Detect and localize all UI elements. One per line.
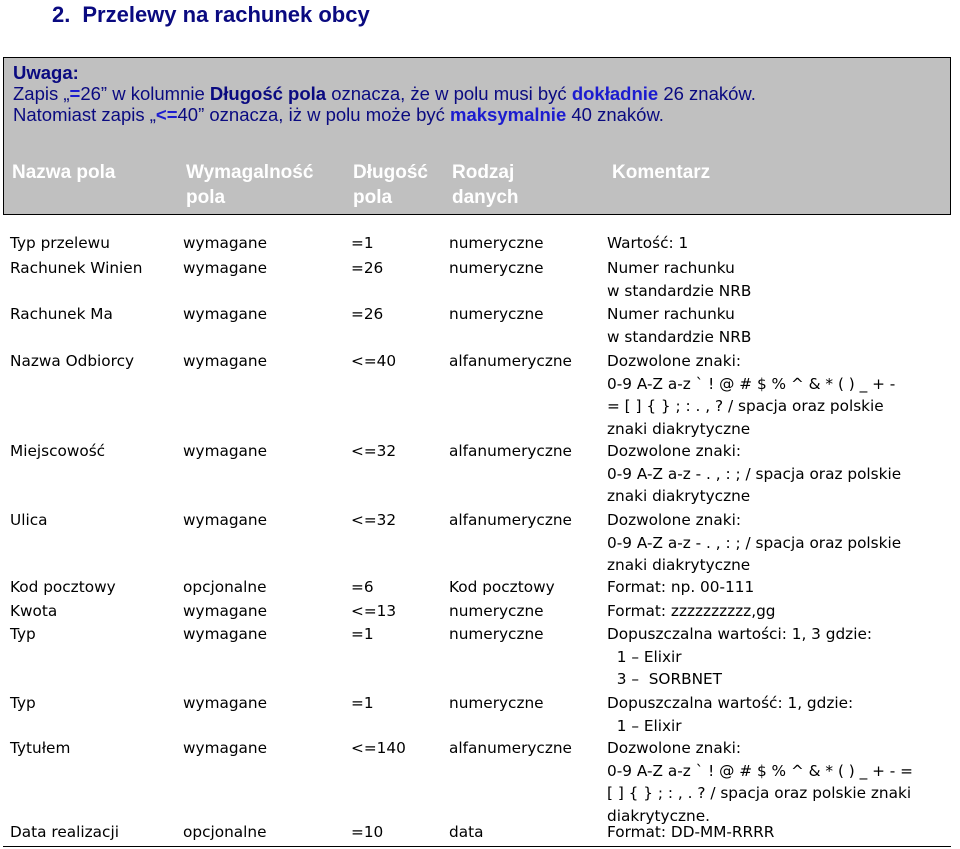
field-length: =1: [351, 694, 374, 712]
field-type: data: [449, 823, 484, 841]
field-required: wymagane: [183, 305, 268, 323]
comment-line: 0-9 A-Z a-z - . , : ; / spacja oraz polskie: [607, 464, 902, 483]
field-comment: [607, 623, 872, 691]
note-text: 40” oznacza, iż w polu może być: [177, 104, 451, 125]
header-required-line: pola: [186, 187, 226, 208]
field-type: numeryczne: [449, 259, 544, 277]
comment-line: Numer rachunku: [607, 305, 735, 323]
header-length-line: Długość: [353, 162, 428, 183]
note-text: 26 znaków.: [658, 83, 756, 104]
field-length: =26: [351, 305, 384, 323]
note-text: Natomiast zapis „: [13, 104, 156, 125]
header-length: [353, 160, 428, 210]
field-name: Data realizacji: [10, 823, 119, 841]
field-length: =1: [351, 625, 374, 643]
header-type-line: danych: [452, 187, 519, 208]
header-type-line: Rodzaj: [452, 162, 515, 183]
field-length: <=140: [351, 739, 406, 757]
note-text: Zapis „: [13, 83, 70, 104]
section-number: 2.: [52, 2, 71, 27]
field-type: numeryczne: [449, 234, 544, 252]
note-highlight: dokładnie: [571, 83, 659, 104]
field-comment: [607, 821, 774, 844]
header-required-line: Wymagalność: [186, 162, 314, 183]
comment-line: w standardzie NRB: [607, 281, 752, 300]
field-type: numeryczne: [449, 305, 544, 323]
field-length: =1: [351, 234, 374, 252]
field-comment: [607, 576, 754, 599]
header-required: [186, 160, 313, 210]
comment-line: Dozwolone znaki:: [607, 442, 741, 460]
note-highlight: <=: [155, 104, 178, 125]
comment-line: Dozwolone znaki:: [607, 739, 741, 757]
note-text: 40 znaków.: [566, 104, 664, 125]
field-comment: [607, 232, 688, 255]
section-title: [52, 2, 382, 28]
comment-line: Numer rachunku: [607, 259, 735, 277]
field-length: =6: [351, 578, 374, 596]
field-comment: [607, 600, 776, 623]
note-line-2: [13, 104, 941, 125]
comment-line: Format: np. 00-111: [607, 578, 755, 596]
comment-line: Dopuszczalna wartość: 1, gdzie:: [607, 694, 854, 712]
field-required: opcjonalne: [183, 578, 267, 596]
field-name: Typ: [10, 694, 36, 712]
field-name: Rachunek Winien: [10, 259, 143, 277]
field-name: Kwota: [10, 602, 58, 620]
field-length: <=32: [351, 511, 397, 529]
comment-line: 0-9 A-Z a-z - . , : ; / spacja oraz polskie: [607, 533, 902, 552]
field-required: wymagane: [183, 602, 268, 620]
header-comment: Komentarz: [612, 162, 711, 183]
note-bold: Długość pola: [209, 83, 327, 104]
comment-line: 0-9 A-Z a-z ` ! @ # $ % ^ & * ( ) _ + - =: [607, 761, 913, 780]
field-required: wymagane: [183, 625, 268, 643]
comment-line: Format: zzzzzzzzzz,gg: [607, 602, 776, 620]
comment-line: znaki diakrytyczne: [607, 419, 751, 438]
header-length-line: pola: [353, 187, 393, 208]
field-required: wymagane: [183, 694, 268, 712]
comment-line: 3 – SORBNET: [607, 670, 723, 689]
field-name: Miejscowość: [10, 442, 106, 460]
comment-line: Dozwolone znaki:: [607, 352, 741, 370]
field-required: wymagane: [183, 739, 268, 757]
note-heading: Uwaga:: [13, 62, 79, 83]
field-name: Tytułem: [10, 739, 71, 757]
comment-line: Wartość: 1: [607, 234, 689, 252]
field-type: alfanumeryczne: [449, 739, 572, 757]
field-name: Ulica: [10, 511, 48, 529]
field-required: opcjonalne: [183, 823, 267, 841]
comment-line: [ ] { } ; : , . ? / spacja oraz polskie znaki: [607, 784, 912, 803]
comment-line: = [ ] { } ; : . , ? / spacja oraz polskie: [607, 397, 884, 416]
note-text: oznacza, że w polu musi być: [326, 83, 572, 104]
note-highlight: =: [69, 83, 81, 104]
comment-line: Dozwolone znaki:: [607, 511, 741, 529]
header-type: [452, 160, 519, 210]
field-type: alfanumeryczne: [449, 442, 572, 460]
field-required: wymagane: [183, 352, 268, 370]
field-required: wymagane: [183, 234, 268, 252]
field-length: <=13: [351, 602, 397, 620]
field-name: Typ: [10, 625, 36, 643]
comment-line: 1 – Elixir: [607, 716, 682, 735]
comment-line: znaki diakrytyczne: [607, 556, 751, 575]
section-title-text: Przelewy na rachunek obcy: [82, 2, 370, 27]
note-highlight: maksymalnie: [450, 104, 567, 125]
field-required: wymagane: [183, 442, 268, 460]
field-type: numeryczne: [449, 694, 544, 712]
comment-line: w standardzie NRB: [607, 327, 752, 346]
field-length: <=40: [351, 352, 397, 370]
field-type: alfanumeryczne: [449, 511, 572, 529]
comment-line: 0-9 A-Z a-z ` ! @ # $ % ^ & * ( ) _ + -: [607, 374, 896, 393]
field-comment: [607, 509, 901, 577]
note-text: 26” w kolumnie: [80, 83, 210, 104]
field-length: =10: [351, 823, 384, 841]
field-length: =26: [351, 259, 384, 277]
table-bottom-border: [3, 846, 951, 847]
field-type: numeryczne: [449, 602, 544, 620]
field-name: Kod pocztowy: [10, 578, 116, 596]
header-name: Nazwa pola: [12, 162, 116, 183]
field-comment: [607, 737, 913, 827]
field-name: Typ przelewu: [10, 234, 110, 252]
field-required: wymagane: [183, 511, 268, 529]
note-line-1: [13, 83, 941, 104]
comment-line: 1 – Elixir: [607, 647, 682, 666]
field-length: <=32: [351, 442, 397, 460]
field-comment: [607, 692, 853, 737]
comment-line: diakrytyczne.: [607, 806, 710, 825]
field-comment: [607, 440, 901, 508]
comment-line: Dopuszczalna wartości: 1, 3 gdzie:: [607, 625, 873, 643]
comment-line: znaki diakrytyczne: [607, 487, 751, 506]
field-comment: [607, 303, 751, 348]
field-type: Kod pocztowy: [449, 578, 555, 596]
field-name: Nazwa Odbiorcy: [10, 352, 135, 370]
comment-line: Format: DD-MM-RRRR: [607, 823, 775, 841]
field-comment: [607, 257, 751, 302]
field-comment: [607, 350, 895, 440]
field-required: wymagane: [183, 259, 268, 277]
field-type: alfanumeryczne: [449, 352, 572, 370]
field-type: numeryczne: [449, 625, 544, 643]
field-name: Rachunek Ma: [10, 305, 113, 323]
